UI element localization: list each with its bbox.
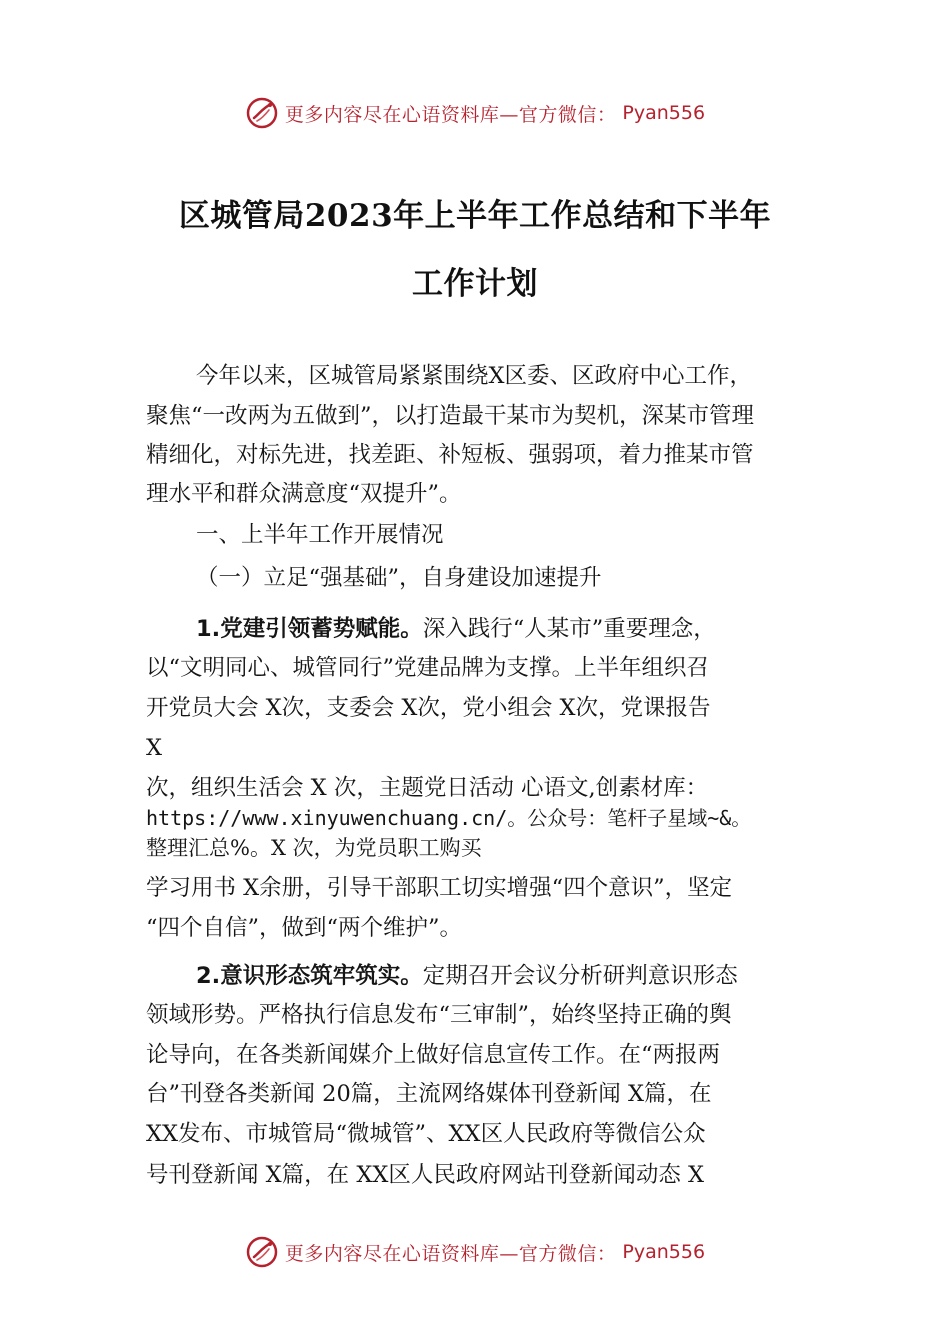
item-2-first-line bbox=[196, 961, 738, 991]
footer-banner bbox=[0, 1232, 950, 1272]
item-1-heading: 1.党建引领蓄势赋能。 bbox=[196, 616, 423, 642]
paragraph-line-url: https://www.xinyuwenchuang.cn/。公众号：笔杆子星域~&。 bbox=[146, 806, 752, 830]
item-2-heading: 2.意识形态筑牢筑实。 bbox=[196, 963, 423, 989]
paragraph-line: 论导向，在各类新闻媒介上做好信息宣传工作。在“两报两 bbox=[146, 1042, 721, 1068]
paragraph-line: XX发布、市城管局“微城管”、XX区人民政府等微信公众 bbox=[146, 1121, 706, 1147]
paragraph-line: 以“文明同心、城管同行”党建品牌为支撑。上半年组织召 bbox=[146, 655, 710, 681]
paragraph-line: 次，组织生活会 X 次，主题党日活动 心语文,创素材库： bbox=[146, 775, 709, 801]
paragraph-line: 整理汇总%。X 次，为党员职工购买 bbox=[146, 836, 482, 860]
paragraph-line: X bbox=[146, 735, 163, 761]
banner-wechat-id: Pyan556 bbox=[622, 102, 706, 124]
item-1-first-line bbox=[196, 614, 716, 644]
brush-logo-icon bbox=[245, 96, 279, 130]
paragraph-line: 聚焦“一改两为五做到”，以打造最干某市为契机，深某市管理 bbox=[146, 403, 755, 429]
banner-text: 更多内容尽在心语资料库—官方微信： bbox=[284, 1242, 617, 1265]
paragraph-line: 号刊登新闻 X篇，在 XX区人民政府网站刊登新闻动态 X bbox=[146, 1162, 705, 1188]
banner-text: 更多内容尽在心语资料库—官方微信： bbox=[284, 103, 617, 126]
item-1-lead: 深入践行“人某市”重要理念， bbox=[422, 616, 716, 642]
document-title-line-2: 工作计划 bbox=[412, 266, 538, 302]
paragraph-line: 精细化，对标先进，找差距、补短板、强弱项，着力推某市管 bbox=[146, 442, 754, 468]
brush-logo-icon bbox=[245, 1235, 279, 1269]
paragraph-line: 今年以来，区城管局紧紧围绕X区委、区政府中心工作， bbox=[196, 363, 753, 389]
paragraph-line: 台”刊登各类新闻 20篇，主流网络媒体刊登新闻 X篇，在 bbox=[146, 1081, 712, 1107]
subsection-heading: （一）立足“强基础”，自身建设加速提升 bbox=[196, 565, 602, 591]
paragraph-line: “四个自信”，做到“两个维护”。 bbox=[146, 915, 463, 941]
paragraph-line: 开党员大会 X次，支委会 X次，党小组会 X次，党课报告 bbox=[146, 695, 711, 721]
section-heading: 一、上半年工作开展情况 bbox=[196, 522, 444, 548]
paragraph-line: 学习用书 X余册，引导干部职工切实增强“四个意识”，坚定 bbox=[146, 875, 733, 901]
paragraph-line: 领域形势。严格执行信息发布“三审制”，始终坚持正确的舆 bbox=[146, 1002, 732, 1028]
banner-wechat-id: Pyan556 bbox=[622, 1241, 706, 1263]
document-title-line-1: 区城管局2023年上半年工作总结和下半年 bbox=[178, 198, 772, 234]
header-banner bbox=[0, 93, 950, 133]
item-2-lead: 定期召开会议分析研判意识形态 bbox=[422, 963, 738, 989]
paragraph-line: 理水平和群众满意度“双提升”。 bbox=[146, 481, 462, 507]
